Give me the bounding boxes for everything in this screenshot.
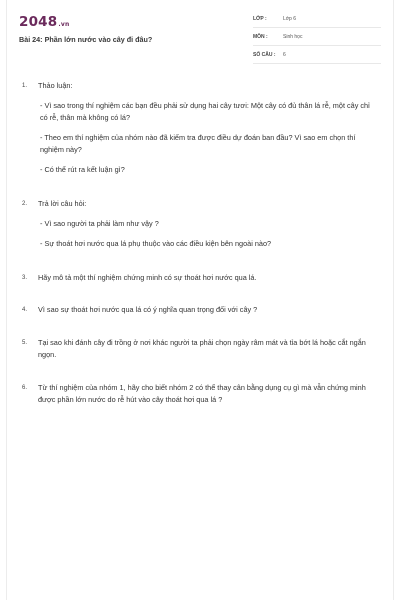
meta-label: MÔN : xyxy=(253,34,268,40)
meta-row-class xyxy=(253,14,381,28)
logo-main-text: 2048 xyxy=(19,14,58,30)
sub-question: - Sự thoát hơi nước qua lá phụ thuộc vào các điều kiện bên ngoài nào? xyxy=(40,239,272,248)
question-text: Vì sao sự thoát hơi nước qua lá có ý nghĩa quan trọng đối với cây ? xyxy=(38,305,258,314)
page-border-right xyxy=(393,0,394,600)
question-text: Trả lời câu hỏi: xyxy=(38,199,87,208)
lesson-title: Bài 24: Phần lớn nước vào cây đi đâu? xyxy=(19,35,153,44)
meta-value: 6 xyxy=(283,52,286,58)
sub-question: - Theo em thí nghiệm của nhóm nào đã kiếm tra được điều dự đoán ban đầu? Vì sao em chọn thí nghiệm này? xyxy=(40,133,356,154)
meta-value: Lớp 6 xyxy=(283,16,297,22)
question-item xyxy=(19,382,379,406)
question-number: 4. xyxy=(22,307,28,313)
question-item xyxy=(19,80,379,176)
sub-question: - Vì sao người ta phải làm như vậy ? xyxy=(40,219,159,228)
meta-value: Sinh học xyxy=(283,34,303,40)
question-number: 6. xyxy=(22,385,28,391)
question-text: Từ thí nghiệm của nhóm 1, hãy cho biết nhóm 2 có thể thay cân bằng dụng cụ gì mà vẫn chứng minh được phần lớn nước do rễ hút vào cây thoát hơi qua lá ? xyxy=(38,383,366,404)
question-text: Thảo luận: xyxy=(38,81,73,90)
question-item xyxy=(19,272,379,284)
question-number: 5. xyxy=(22,340,28,346)
meta-label: LỚP : xyxy=(253,16,267,22)
logo-suffix-text: .vn xyxy=(58,21,70,28)
site-logo[interactable] xyxy=(19,14,69,33)
question-item xyxy=(19,304,379,316)
question-text: Hãy mô tả một thí nghiệm chứng minh có sự thoát hơi nước qua lá. xyxy=(38,273,257,282)
question-list xyxy=(19,80,379,406)
question-number: 2. xyxy=(22,201,28,207)
meta-row-subject xyxy=(253,32,381,46)
sub-question: - Có thể rút ra kết luận gì? xyxy=(40,165,125,174)
meta-row-question-count xyxy=(253,50,381,64)
question-number: 1. xyxy=(22,83,28,89)
meta-info xyxy=(253,14,381,68)
worksheet-header xyxy=(19,14,381,68)
sub-question: - Vì sao trong thí nghiệm các bạn đều phải sử dụng hai cây tươi: Một cây có đủ thân lá rễ, một cây chỉ có rễ, thân mà không có lá? xyxy=(40,101,370,122)
question-item xyxy=(19,337,379,361)
question-item xyxy=(19,198,379,250)
question-number: 3. xyxy=(22,275,28,281)
page-border-left xyxy=(6,0,7,600)
question-text: Tại sao khi đánh cây đi trồng ở nơi khác người ta phải chọn ngày râm mát và tỉa bớt lá hoặc cắt ngắn ngọn. xyxy=(38,338,366,359)
meta-label: SỐ CÂU : xyxy=(253,52,276,58)
